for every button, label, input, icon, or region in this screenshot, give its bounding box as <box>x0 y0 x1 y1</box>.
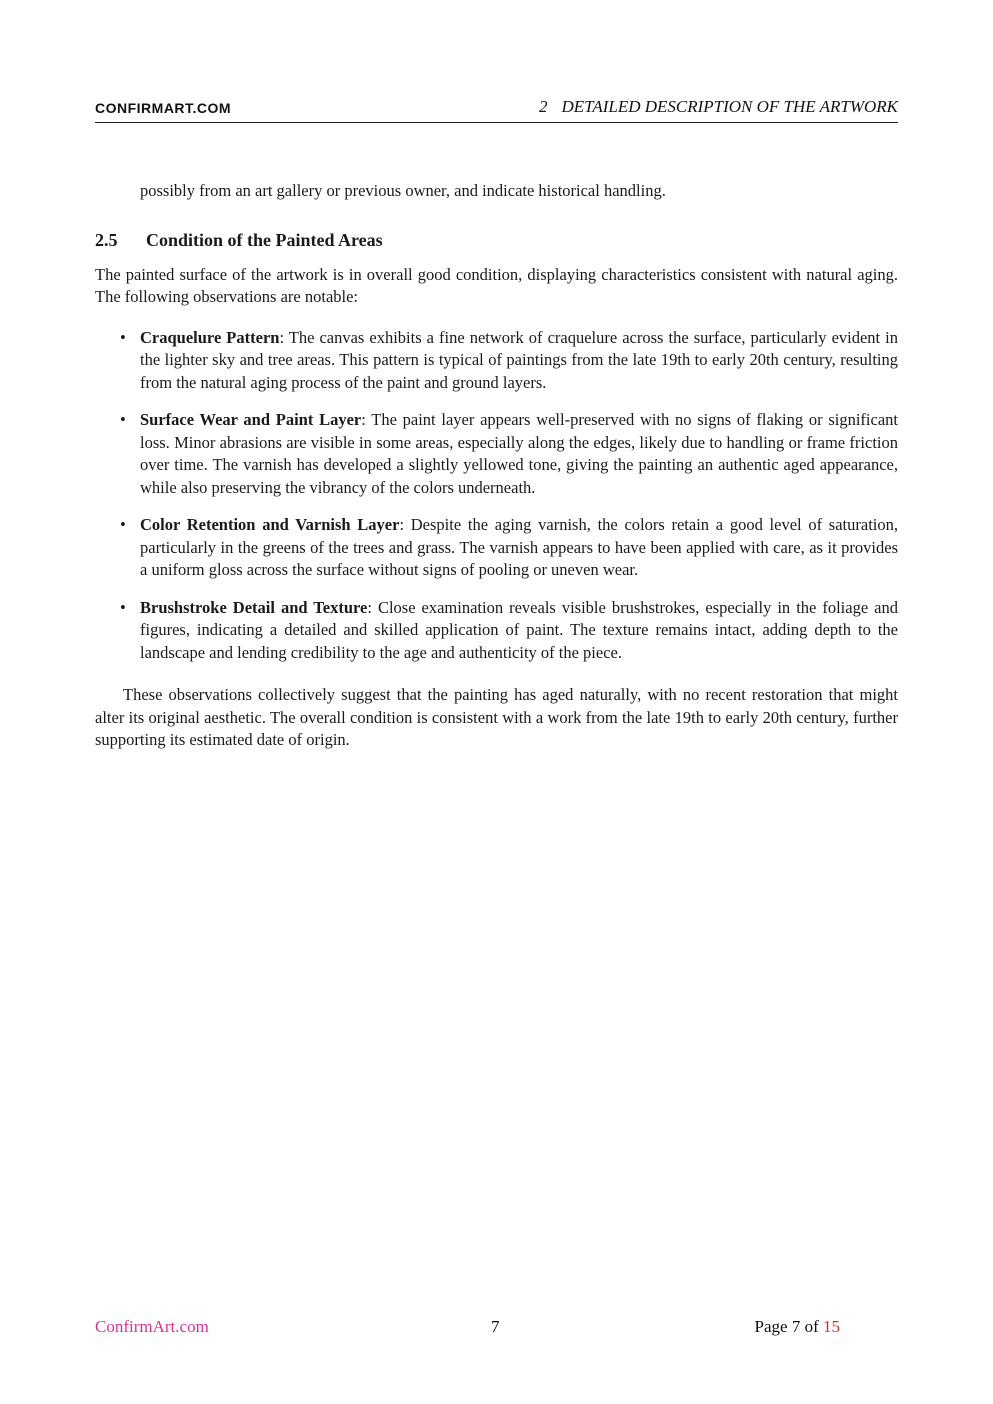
footer-page-total[interactable]: 15 <box>823 1317 840 1336</box>
running-head <box>539 96 898 118</box>
observation-term: Surface Wear and Paint Layer <box>140 410 362 429</box>
list-item <box>120 327 898 395</box>
closing-paragraph: These observations collectively suggest that the painting has aged naturally, with no recent restoration that might alter its original aesthetic. The overall condition is consistent with a work from the late 19th to early 20th century, further supporting its estimated date of origin. <box>95 685 898 749</box>
bullet-icon: • <box>120 597 126 617</box>
observation-text: : Close examination reveals visible brushstrokes, especially in the foliage and figures, indicating a detailed and skilled application of paint. The texture remains intact, adding depth to the landscape and lending credibility to the age and authenticity of the piece. <box>140 597 898 662</box>
footer-page-label: Page 7 of <box>754 1317 819 1336</box>
page-header <box>95 96 898 123</box>
footer-site-link[interactable]: ConfirmArt.com <box>95 1317 209 1336</box>
section-heading <box>95 228 898 252</box>
bullet-icon: • <box>120 515 126 534</box>
footer-page-number: 7 <box>491 1317 500 1336</box>
intro-paragraph: The painted surface of the artwork is in overall good condition, displaying characteristics consistent with natural aging. The following observations are notable: <box>95 264 898 306</box>
list-item <box>120 409 898 499</box>
running-head-section-title: DETAILED DESCRIPTION OF THE ARTWORK <box>561 97 898 116</box>
page-footer <box>95 1315 840 1339</box>
observation-text: : The canvas exhibits a fine network of craquelure across the surface, particularly evident in the lighter sky and tree areas. This pattern is typical of paintings from the late 19th to early 20th century, resulting from the natural aging process of the paint and ground layers. <box>140 327 898 392</box>
list-item <box>120 514 898 582</box>
observation-text: : Despite the aging varnish, the colors retain a good level of saturation, particularly in the greens of the trees and grass. The varnish appears to have been applied with care, as it provides a uniform gloss across the surface without signs of pooling or uneven wear. <box>140 515 898 579</box>
section-title: Condition of the Painted Areas <box>146 229 383 250</box>
bullet-icon: • <box>120 327 126 347</box>
confirmart-logo: CONFIRMART.COM <box>95 100 232 116</box>
observations-list <box>95 327 898 665</box>
running-head-section-number: 2 <box>538 97 548 116</box>
continued-paragraph: possibly from an art gallery or previous owner, and indicate historical handling. <box>140 181 666 200</box>
page-content <box>95 180 898 752</box>
footer-page-count <box>755 1315 840 1339</box>
observation-text: : The paint layer appears well-preserved with no signs of flaking or significant loss. Minor abrasions are visible in some areas, especially along the edges, likely due to handling or frame friction over time. The varnish has developed a slightly yellowed tone, giving the painting an authentic aged appearance, while also preserving the vibrancy of the colors underneath. <box>140 410 898 497</box>
observation-term: Craquelure Pattern <box>140 327 280 347</box>
observation-term: Brushstroke Detail and Texture <box>140 597 368 617</box>
bullet-icon: • <box>120 410 126 429</box>
observation-term: Color Retention and Varnish Layer <box>140 515 400 534</box>
list-item <box>120 597 898 665</box>
section-number: 2.5 <box>95 229 118 250</box>
